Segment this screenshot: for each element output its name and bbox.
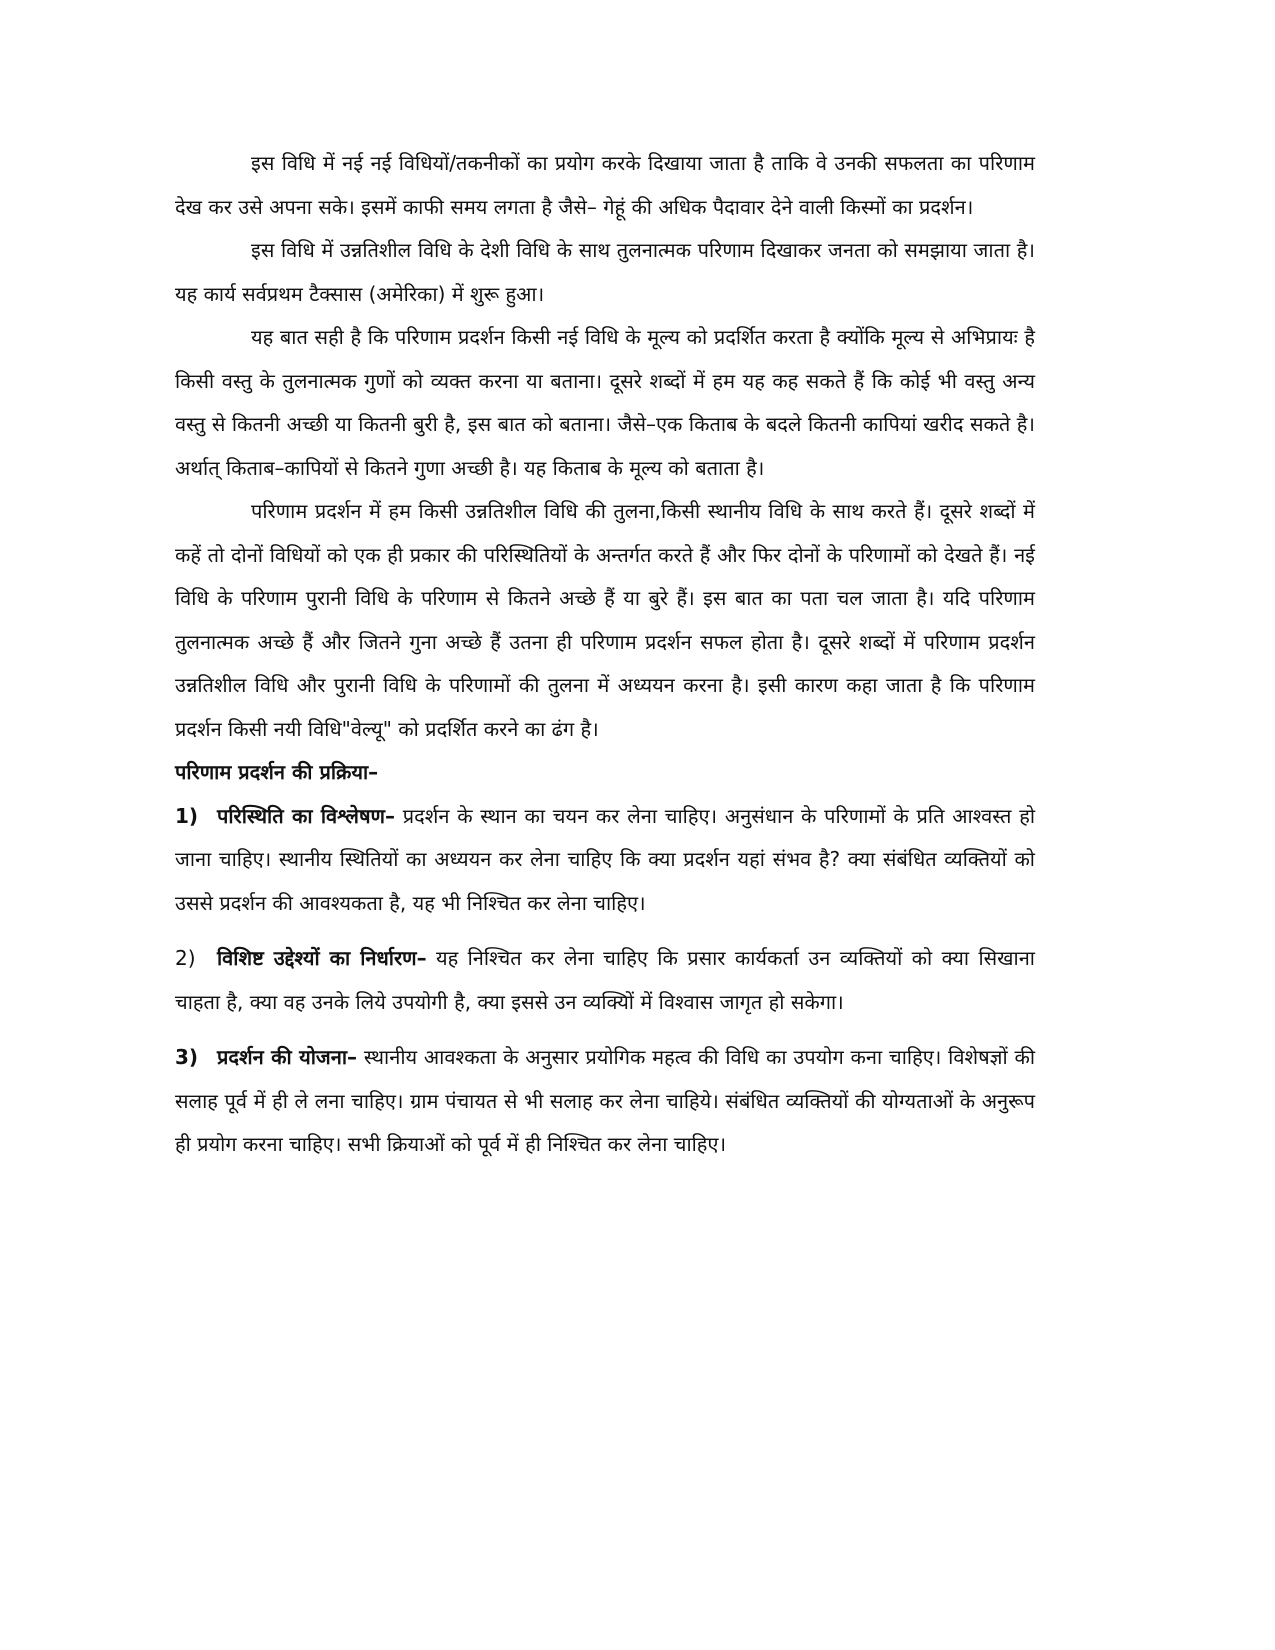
spacer: [175, 925, 1035, 937]
list-item-1: [175, 795, 1035, 926]
document-page: [175, 142, 1035, 1167]
paragraph-3: यह बात सही है कि परिणाम प्रदर्शन किसी नई विधि के मूल्य को प्रदर्शित करता है क्योंकि मूल्य से अभिप्रायः है किसी वस्तु के तुलनात्मक गुणों को व्यक्त करना या बताना। दूसरे शब्दों में हम यह कह सकते हैं कि कोई भी वस्तु अन्य वस्तु से कितनी अच्छी या कितनी बुरी है, इस बात को बताना। जैसे–एक किताब के बदले कितनी कापियां खरीद सकते है। अर्थात् किताब–कापियों से कितने गुणा अच्छी है। यह किताब के मूल्य को बताता है।: [175, 325, 1035, 480]
paragraph-1: इस विधि में नई नई विधियों/तकनीकों का प्रयोग करके दिखाया जाता है ताकि वे उनकी सफलता का परिणाम देख कर उसे अपना सके। इसमें काफी समय लगता है जैसे– गेहूं की अधिक पैदावार देने वाली किस्मों का प्रदर्शन।: [175, 151, 1035, 219]
list-item-3: [175, 1036, 1035, 1167]
list-item-number: 1): [175, 803, 199, 828]
list-item-number: 2): [175, 946, 196, 970]
paragraph-2: इस विधि में उन्नतिशील विधि के देशी विधि के साथ तुलनात्मक परिणाम दिखाकर जनता को समझाया जाता है। यह कार्य सर्वप्रथम टैक्सास (अमेरिका) में शुरू हुआ।: [175, 238, 1035, 306]
spacer: [175, 1024, 1035, 1036]
list-item-2: [175, 937, 1035, 1024]
list-item-text: यह निश्चित कर लेना चाहिए कि प्रसार कार्यकर्ता उन व्यक्तियों को क्या सिखाना चाहता है, क्या वह उनके लिये उपयोगी है, क्या इससे उन व्यक्यिों में विश्वास जागृत हो सकेगा।: [175, 946, 1035, 1014]
list-item-title: प्रदर्शन की योजना–: [217, 1045, 358, 1069]
paragraph-4: परिणाम प्रदर्शन में हम किसी उन्नतिशील विधि की तुलना,किसी स्थानीय विधि के साथ करते हैं। दूसरे शब्दों में कहें तो दोनों विधियों को एक ही प्रकार की परिस्थितियों के अन्तर्गत करते हैं और फिर दोनों के परिणामों को देखते हैं। नई विधि के परिणाम पुरानी विधि के परिणाम से कितने अच्छे हैं या बुरे हैं। इस बात का पता चल जाता है। यदि परिणाम तुलनात्मक अच्छे हैं और जितने गुना अच्छे हैं उतना ही परिणाम प्रदर्शन सफल होता है। दूसरे शब्दों में परिणाम प्रदर्शन उन्नतिशील विधि और पुरानी विधि के परिणामों की तुलना में अध्ययन करना है। इसी कारण कहा जाता है कि परिणाम प्रदर्शन किसी नयी विधि"वेल्यू" को प्रदर्शित करने का ढंग है।: [175, 499, 1035, 741]
list-item-title: परिस्थिति का विश्लेषण–: [217, 803, 395, 828]
list-item-number: 3): [175, 1045, 199, 1069]
list-item-title: विशिष्ट उद्देश्यों का निर्धारण–: [217, 946, 427, 970]
section-heading: परिणाम प्रदर्शन की प्रक्रिया–: [175, 760, 379, 784]
list-item-text: प्रदर्शन के स्थान का चयन कर लेना चाहिए। अनुसंधान के परिणामों के प्रति आश्वस्त हो जाना चाहिए। स्थानीय स्थितियों का अध्ययन कर लेना चाहिए कि क्या प्रदर्शन यहां संभव है? क्या संबंधित व्यक्तियों को उससे प्रदर्शन की आवश्यकता है, यह भी निश्चित कर लेना चाहिए।: [175, 803, 1035, 915]
list-item-text: स्थानीय आवश्कता के अनुसार प्रयोगिक महत्व की विधि का उपयोग कना चाहिए। विशेषज्ञों की सलाह पूर्व में ही ले लना चाहिए। ग्राम पंचायत से भी सलाह कर लेना चाहिये। संबंधित व्यक्तियों की योग्यताओं के अनुरूप ही प्रयोग करना चाहिए। सभी क्रियाओं को पूर्व में ही निश्चित कर लेना चाहिए।: [175, 1045, 1036, 1156]
